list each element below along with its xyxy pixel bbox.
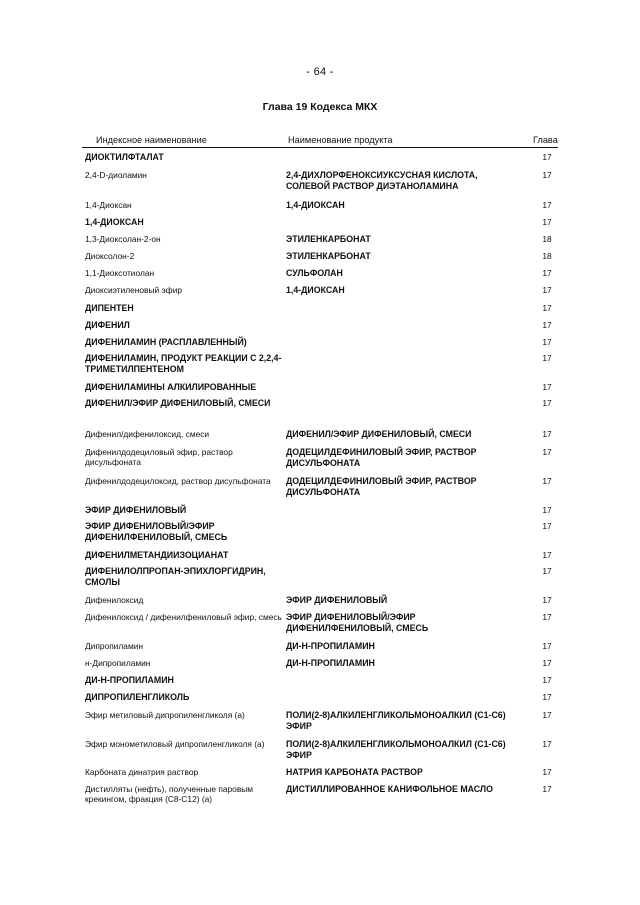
chapter-cell: 17 (542, 595, 552, 605)
index-name-cell: Диоксолон-2 (85, 251, 135, 261)
index-name-cell: н-Дипропиламин (85, 658, 151, 668)
product-name-cell: ЭТИЛЕНКАРБОНАТ (286, 251, 371, 261)
chapter-cell: 17 (542, 505, 552, 515)
chapter-cell: 17 (542, 476, 552, 486)
index-name-cell: Диоксиэтиленовый эфир (85, 285, 183, 295)
product-name-cell: ЭФИР ДИФЕНИЛОВЫЙ (286, 595, 388, 605)
index-name-cell: Дифенилоксид / дифенилфениловый эфир, смесь (85, 612, 282, 622)
index-name-cell: ЭФИР ДИФЕНИЛОВЫЙ (85, 505, 187, 515)
product-name-cell: ДОДЕЦИЛДЕФИНИЛОВЫЙ ЭФИР, РАСТВОР ДИСУЛЬФОНАТА (286, 447, 477, 468)
index-name-cell: ДИПРОПИЛЕНГЛИКОЛЬ (85, 692, 190, 702)
chapter-cell: 18 (542, 234, 552, 244)
index-name-cell: ДИФЕНИЛ/ЭФИР ДИФЕНИЛОВЫЙ, СМЕСИ (85, 398, 271, 408)
product-name-cell: СУЛЬФОЛАН (286, 268, 343, 278)
chapter-cell: 17 (542, 353, 552, 363)
header-index-name: Индексное наименование (96, 135, 207, 145)
chapter-cell: 17 (542, 382, 552, 392)
chapter-cell: 17 (542, 521, 552, 531)
product-name-cell: ПОЛИ(2-8)АЛКИЛЕНГЛИКОЛЬМОНОАЛКИЛ (С1-С6) ЭФИР (286, 739, 506, 760)
chapter-cell: 17 (542, 566, 552, 576)
chapter-cell: 17 (542, 739, 552, 749)
header-rule (82, 147, 558, 148)
index-name-cell: 2,4-D-диоламин (85, 170, 147, 180)
chapter-cell: 17 (542, 200, 552, 210)
chapter-title: Глава 19 Кодекса МКХ (262, 101, 378, 113)
product-name-cell: ДИ-Н-ПРОПИЛАМИН (286, 658, 375, 668)
product-name-cell: 1,4-ДИОКСАН (286, 285, 345, 295)
index-name-cell: 1,4-Диоксан (85, 200, 132, 210)
chapter-cell: 17 (542, 217, 552, 227)
chapter-cell: 17 (542, 170, 552, 180)
index-name-cell: Дистилляты (нефть), полученные паровым крекингом, фракция (С8-С12) (а) (85, 784, 254, 804)
index-name-cell: ДИФЕНИЛМЕТАНДИИЗОЦИАНАТ (85, 550, 229, 560)
index-name-cell: Дифенилоксид (85, 595, 144, 605)
product-name-cell: ПОЛИ(2-8)АЛКИЛЕНГЛИКОЛЬМОНОАЛКИЛ (С1-С6) ЭФИР (286, 710, 506, 731)
chapter-cell: 17 (542, 337, 552, 347)
index-name-cell: Дипропиламин (85, 641, 144, 651)
product-name-cell: ДИ-Н-ПРОПИЛАМИН (286, 641, 375, 651)
index-name-cell: ДИФЕНИЛОЛПРОПАН-ЭПИХЛОРГИДРИН, СМОЛЫ (85, 566, 266, 587)
index-name-cell: Эфир метиловый дипропиленгликоля (а) (85, 710, 245, 720)
page-number: - 64 - (306, 66, 334, 78)
chapter-cell: 17 (542, 550, 552, 560)
product-name-cell: ЭФИР ДИФЕНИЛОВЫЙ/ЭФИР ДИФЕНИЛФЕНИЛОВЫЙ, СМЕСЬ (286, 612, 429, 633)
chapter-cell: 17 (542, 429, 552, 439)
chapter-cell: 17 (542, 398, 552, 408)
chapter-cell: 17 (542, 268, 552, 278)
index-name-cell: ДИФЕНИЛАМИН, ПРОДУКТ РЕАКЦИИ С 2,2,4-ТРИМЕТИЛПЕНТЕНОМ (85, 353, 282, 374)
chapter-cell: 17 (542, 303, 552, 313)
chapter-cell: 17 (542, 320, 552, 330)
index-name-cell: ЭФИР ДИФЕНИЛОВЫЙ/ЭФИР ДИФЕНИЛФЕНИЛОВЫЙ, СМЕСЬ (85, 521, 228, 542)
chapter-cell: 17 (542, 641, 552, 651)
index-name-cell: ДИФЕНИЛ (85, 320, 130, 330)
product-name-cell: ДИФЕНИЛ/ЭФИР ДИФЕНИЛОВЫЙ, СМЕСИ (286, 429, 472, 439)
index-name-cell: Карбоната динатрия раствор (85, 767, 199, 777)
index-name-cell: ДИФЕНИЛАМИН (РАСПЛАВЛЕННЫЙ) (85, 337, 247, 347)
product-name-cell: ДИСТИЛЛИРОВАННОЕ КАНИФОЛЬНОЕ МАСЛО (286, 784, 493, 794)
chapter-cell: 17 (542, 675, 552, 685)
header-chapter: Глава (533, 135, 558, 145)
index-name-cell: ДИОКТИЛФТАЛАТ (85, 152, 164, 162)
index-name-cell: ДИФЕНИЛАМИНЫ АЛКИЛИРОВАННЫЕ (85, 382, 257, 392)
product-name-cell: НАТРИЯ КАРБОНАТА РАСТВОР (286, 767, 423, 777)
index-name-cell: 1,1-Диоксотиолан (85, 268, 155, 278)
chapter-cell: 17 (542, 692, 552, 702)
chapter-cell: 18 (542, 251, 552, 261)
product-name-cell: 1,4-ДИОКСАН (286, 200, 345, 210)
chapter-cell: 17 (542, 710, 552, 720)
index-name-cell: ДИПЕНТЕН (85, 303, 134, 313)
chapter-cell: 17 (542, 612, 552, 622)
product-name-cell: 2,4-ДИХЛОРФЕНОКСИУКСУСНАЯ КИСЛОТА, СОЛЕВОЙ РАСТВОР ДИЭТАНОЛАМИНА (286, 170, 478, 191)
chapter-cell: 17 (542, 784, 552, 794)
index-name-cell: 1,4-ДИОКСАН (85, 217, 144, 227)
chapter-cell: 17 (542, 152, 552, 162)
index-name-cell: ДИ-Н-ПРОПИЛАМИН (85, 675, 174, 685)
chapter-cell: 17 (542, 447, 552, 457)
chapter-cell: 17 (542, 767, 552, 777)
index-name-cell: 1,3-Диоксолан-2-он (85, 234, 161, 244)
index-name-cell: Дифенилдодецилоксид, раствор дисульфоната (85, 476, 271, 486)
chapter-cell: 17 (542, 658, 552, 668)
index-name-cell: Эфир монометиловый дипропиленгликоля (а) (85, 739, 265, 749)
index-name-cell: Дифенилдодециловый эфир, раствор дисульфоната (85, 447, 233, 467)
index-name-cell: Дифенил/дифенилоксид, смеси (85, 429, 210, 439)
header-product-name: Наименование продукта (288, 135, 393, 145)
product-name-cell: ЭТИЛЕНКАРБОНАТ (286, 234, 371, 244)
product-name-cell: ДОДЕЦИЛДЕФИНИЛОВЫЙ ЭФИР, РАСТВОР ДИСУЛЬФОНАТА (286, 476, 477, 497)
chapter-cell: 17 (542, 285, 552, 295)
